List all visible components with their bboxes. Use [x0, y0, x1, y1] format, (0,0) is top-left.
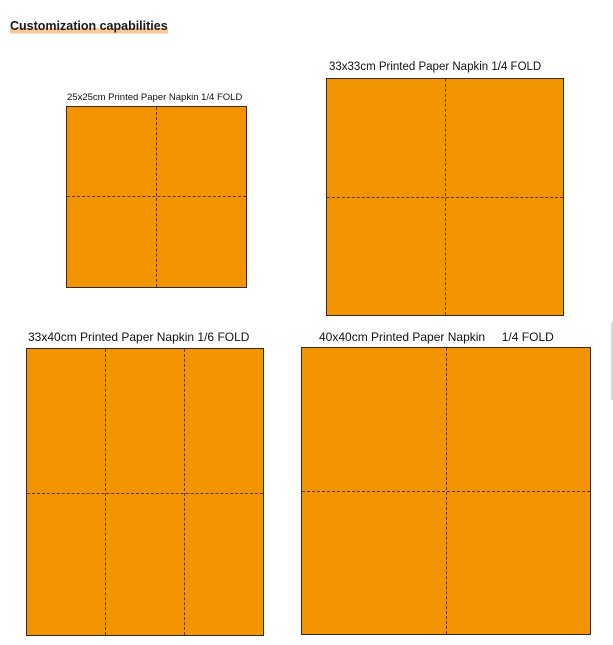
fold-line-horizontal: [27, 493, 263, 494]
fold-line-horizontal: [67, 196, 246, 197]
napkin-40x40: [301, 347, 591, 635]
napkin-25x25: [66, 106, 247, 288]
napkin-caption-33x33: 33x33cm Printed Paper Napkin 1/4 FOLD: [329, 61, 542, 73]
section-title: Customization capabilities: [10, 19, 168, 33]
napkin-caption-33x40: 33x40cm Printed Paper Napkin 1/6 FOLD: [28, 330, 250, 344]
fold-line-vertical: [156, 107, 157, 287]
fold-line-vertical: [184, 349, 185, 635]
napkin-33x40: [26, 348, 264, 636]
fold-line-horizontal: [302, 491, 590, 492]
napkin-caption-25x25: 25x25cm Printed Paper Napkin 1/4 FOLD: [67, 92, 243, 103]
napkin-33x33: [326, 78, 564, 316]
fold-line-vertical: [105, 349, 106, 635]
napkin-caption-40x40: 40x40cm Printed Paper Napkin 1/4 FOLD: [319, 330, 554, 344]
fold-line-horizontal: [327, 197, 563, 198]
